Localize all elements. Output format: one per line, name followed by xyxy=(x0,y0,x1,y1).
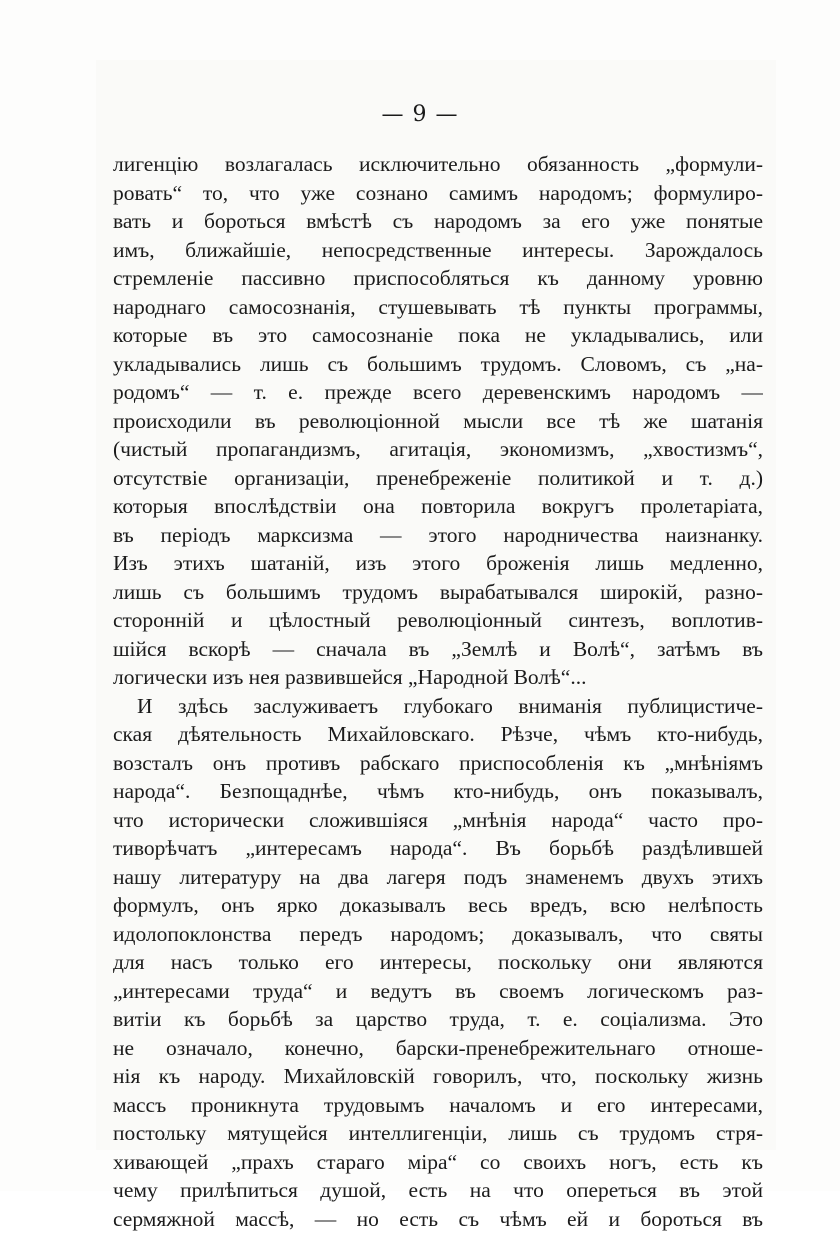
text-line: народнаго самосознанія, стушевывать тѣ пункты программы, xyxy=(113,293,763,322)
text-line: Изъ этихъ шатаній, изъ этого броженія лишь медленно, xyxy=(113,549,763,578)
paragraph-1 xyxy=(113,150,763,692)
text-line: формулъ, онъ ярко доказывалъ весь вредъ, всю нелѣпость xyxy=(113,891,763,920)
text-line: хивающей „прахъ стараго міра“ со своихъ ногъ, есть къ xyxy=(113,1148,763,1177)
text-line: чему прилѣпиться душой, есть на что опереться въ этой xyxy=(113,1176,763,1205)
text-line: тиворѣчатъ „интересамъ народа“. Въ борьбѣ раздѣлившей xyxy=(113,834,763,863)
text-line: для насъ только его интересы, поскольку они являются xyxy=(113,948,763,977)
text-line: лишь съ большимъ трудомъ вырабатывался широкій, разно- xyxy=(113,578,763,607)
text-line: логически изъ нея развившейся „Народной Волѣ“... xyxy=(113,663,763,692)
text-line: нія къ народу. Михайловскій говорилъ, что, поскольку жизнь xyxy=(113,1062,763,1091)
text-line: сторонній и цѣлостный революціонный синтезъ, воплотив- xyxy=(113,606,763,635)
text-line: стремленіе пассивно приспособляться къ данному уровню xyxy=(113,264,763,293)
text-line: (чистый пропагандизмъ, агитація, экономизмъ, „хвостизмъ“, xyxy=(113,435,763,464)
text-line: идолопоклонства передъ народомъ; доказывалъ, что святы xyxy=(113,920,763,949)
text-line: ровать“ то, что уже сознано самимъ народомъ; формулиро- xyxy=(113,179,763,208)
text-line: „интересами труда“ и ведутъ въ своемъ логическомъ раз- xyxy=(113,977,763,1006)
text-line: лигенцію возлагалась исключительно обязанность „формули- xyxy=(113,150,763,179)
text-line: витіи къ борьбѣ за царство труда, т. е. соціализма. Это xyxy=(113,1005,763,1034)
text-line: постольку мятущейся интеллигенціи, лишь съ трудомъ стря- xyxy=(113,1119,763,1148)
text-line: сермяжной массѣ, — но есть съ чѣмъ ей и бороться въ xyxy=(113,1205,763,1233)
text-line: шійся вскорѣ — сначала въ „Землѣ и Волѣ“, затѣмъ въ xyxy=(113,635,763,664)
text-line: родомъ“ — т. е. прежде всего деревенскимъ народомъ — xyxy=(113,378,763,407)
body-text xyxy=(113,150,763,1233)
text-line: которыя впослѣдствіи она повторила вокругъ пролетаріата, xyxy=(113,492,763,521)
text-line: вать и бороться вмѣстѣ съ народомъ за его уже понятые xyxy=(113,207,763,236)
text-line: имъ, ближайшіе, непосредственные интересы. Зарождалось xyxy=(113,236,763,265)
text-line: укладывались лишь съ большимъ трудомъ. Словомъ, съ „на- xyxy=(113,350,763,379)
page-number: — 9 — xyxy=(0,102,840,127)
text-line: въ періодъ марксизма — этого народничества наизнанку. xyxy=(113,521,763,550)
text-line: массъ проникнута трудовымъ началомъ и его интересами, xyxy=(113,1091,763,1120)
text-line: возсталъ онъ противъ рабскаго приспособленія къ „мнѣніямъ xyxy=(113,749,763,778)
text-line: народа“. Безпощаднѣе, чѣмъ кто-нибудь, онъ показывалъ, xyxy=(113,777,763,806)
text-line: ская дѣятельность Михайловскаго. Рѣзче, чѣмъ кто-нибудь, xyxy=(113,720,763,749)
text-line: что исторически сложившіяся „мнѣнія народа“ часто про- xyxy=(113,806,763,835)
text-line: не означало, конечно, барски-пренебрежительнаго отноше- xyxy=(113,1034,763,1063)
text-line: происходили въ революціонной мысли все тѣ же шатанія xyxy=(113,407,763,436)
text-line: нашу литературу на два лагеря подъ знаменемъ двухъ этихъ xyxy=(113,863,763,892)
text-line: И здѣсь заслуживаетъ глубокаго вниманія публицистиче- xyxy=(113,692,763,721)
text-line: которые въ это самосознаніе пока не укладывались, или xyxy=(113,321,763,350)
text-line: отсутствіе организаціи, пренебреженіе политикой и т. д.) xyxy=(113,464,763,493)
paragraph-2 xyxy=(113,692,763,1233)
